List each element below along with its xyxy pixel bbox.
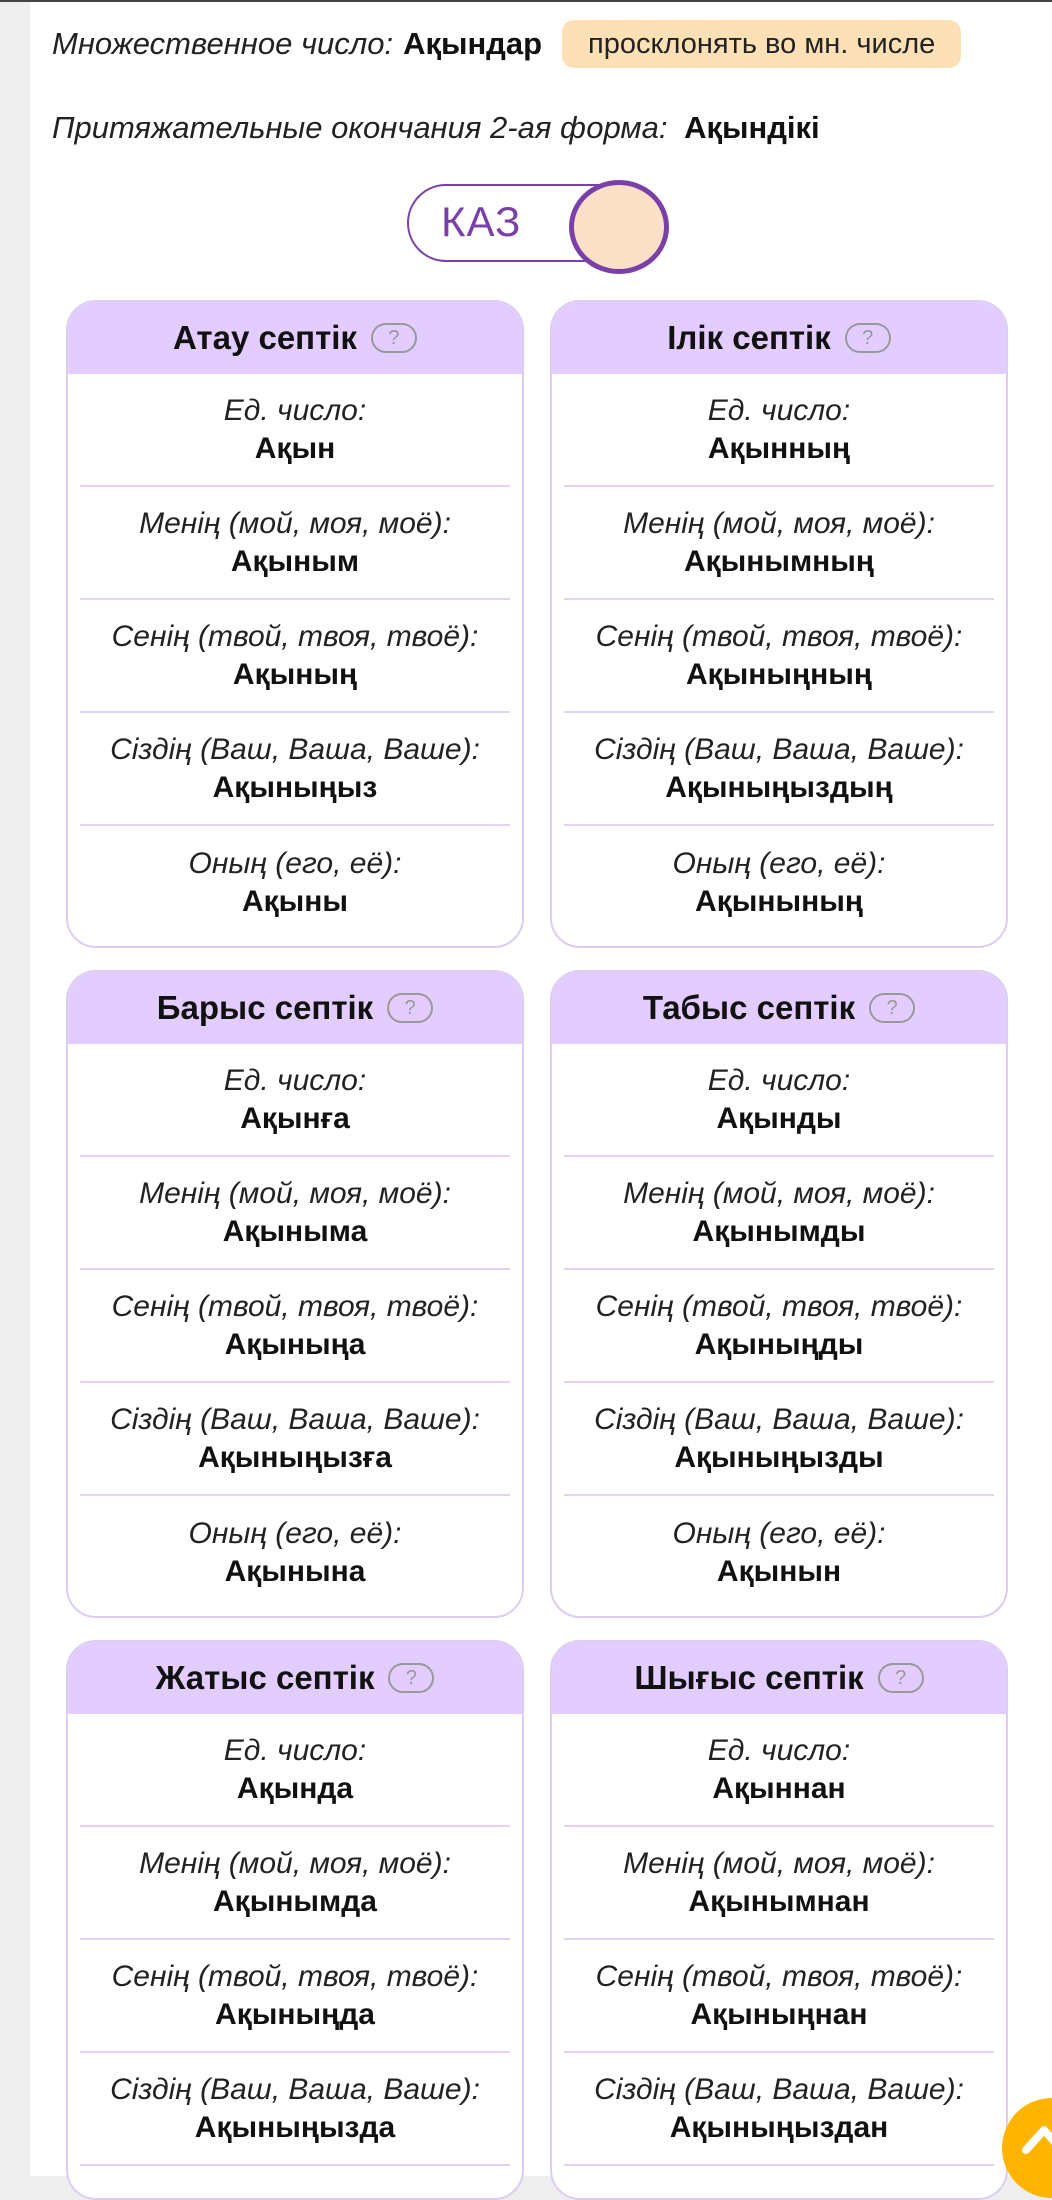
row-label: Сіздің (Ваш, Ваша, Ваше): xyxy=(594,1402,964,1436)
possessive-line xyxy=(52,110,820,146)
chevron-up-icon xyxy=(1020,2120,1052,2156)
case-row-menin xyxy=(80,487,510,600)
case-row-singular xyxy=(80,1714,510,1827)
row-value: Ақыныма xyxy=(222,1214,368,1248)
case-row-menin xyxy=(80,1157,510,1270)
case-card-ilik xyxy=(550,300,1008,948)
case-row-sizdin xyxy=(80,1383,510,1496)
row-label: Сенің (твой, твоя, твоё): xyxy=(111,1289,479,1323)
case-row-menin xyxy=(564,1157,994,1270)
case-row-menin xyxy=(564,487,994,600)
case-row-singular xyxy=(564,1714,994,1827)
case-row-onyn xyxy=(80,826,510,939)
row-label: Сіздің (Ваш, Ваша, Ваше): xyxy=(110,2072,480,2106)
row-value: Ақынның xyxy=(707,431,851,465)
row-value: Ақыныңның xyxy=(685,657,873,691)
decline-plural-button[interactable]: просклонять во мн. числе xyxy=(562,20,961,68)
row-value: Ақыным xyxy=(230,544,360,578)
row-value: Ақыныңда xyxy=(215,1997,375,2031)
row-value: Ақында xyxy=(236,1771,354,1805)
row-value: Ақынды xyxy=(716,1101,842,1135)
row-label: Ед. число: xyxy=(707,393,851,427)
row-label: Менің (мой, моя, моё): xyxy=(139,1846,451,1880)
row-value: Ақыныңыздың xyxy=(665,770,893,804)
row-label: Менің (мой, моя, моё): xyxy=(623,1176,935,1210)
case-card-zhatys xyxy=(66,1640,524,2200)
case-title: Шығыс септік xyxy=(634,1659,864,1696)
case-row-onyn xyxy=(564,1496,994,1609)
help-icon[interactable]: ? xyxy=(869,993,915,1023)
row-value: Ақыныңнан xyxy=(690,1997,868,2031)
row-value: Ақыныңызда xyxy=(194,2110,396,2144)
row-label: Менің (мой, моя, моё): xyxy=(623,1846,935,1880)
case-row-sizdin xyxy=(564,1383,994,1496)
row-label: Сенің (твой, твоя, твоё): xyxy=(595,1959,963,1993)
row-label: Сіздің (Ваш, Ваша, Ваше): xyxy=(594,2072,964,2106)
row-label: Ед. число: xyxy=(223,393,367,427)
case-row-senin xyxy=(564,600,994,713)
row-label: Сенің (твой, твоя, твоё): xyxy=(595,1289,963,1323)
plural-line xyxy=(52,20,961,68)
row-value: Ақынға xyxy=(240,1101,350,1135)
case-row-senin xyxy=(80,1270,510,1383)
row-value: Ақыныңа xyxy=(224,1327,366,1361)
row-value: Ақынына xyxy=(224,1554,366,1588)
row-value: Ақынының xyxy=(695,884,863,918)
case-card-header xyxy=(552,302,1006,374)
page-content xyxy=(30,2,1052,2176)
row-value: Ақыныңызды xyxy=(674,1440,884,1474)
case-row-menin xyxy=(564,1827,994,1940)
case-title: Жатыс септік xyxy=(155,1659,375,1696)
row-label: Оның (его, её): xyxy=(188,846,402,880)
row-label: Ед. число: xyxy=(223,1063,367,1097)
plural-value: Ақындар xyxy=(403,26,543,61)
case-card-atau xyxy=(66,300,524,948)
row-label: Ед. число: xyxy=(223,1733,367,1767)
case-card-header xyxy=(68,302,522,374)
row-label: Ед. число: xyxy=(707,1733,851,1767)
row-label: Оның (его, её): xyxy=(188,1516,402,1550)
row-value: Ақыныңыздан xyxy=(669,2110,889,2144)
case-card-tabys xyxy=(550,970,1008,1618)
help-icon[interactable]: ? xyxy=(878,1663,924,1693)
case-card-header xyxy=(552,1642,1006,1714)
case-row-sizdin xyxy=(80,2053,510,2166)
row-value: Ақынымды xyxy=(692,1214,866,1248)
row-value: Ақыныңызға xyxy=(198,1440,392,1474)
row-label: Сіздің (Ваш, Ваша, Ваше): xyxy=(110,1402,480,1436)
language-toggle[interactable] xyxy=(407,180,665,266)
case-row-sizdin xyxy=(80,713,510,826)
case-row-singular xyxy=(80,1044,510,1157)
row-label: Менің (мой, моя, моё): xyxy=(139,1176,451,1210)
row-value: Ақыннан xyxy=(712,1771,846,1805)
case-title: Табыс септік xyxy=(642,989,856,1026)
row-label: Сенің (твой, твоя, твоё): xyxy=(595,619,963,653)
case-card-header xyxy=(68,1642,522,1714)
toggle-label: КАЗ xyxy=(441,198,522,245)
plural-label: Множественное число: xyxy=(52,26,394,61)
row-value: Ақыныңды xyxy=(694,1327,864,1361)
case-row-onyn xyxy=(564,826,994,939)
case-row-sizdin xyxy=(564,2053,994,2166)
help-icon[interactable]: ? xyxy=(388,1663,434,1693)
case-row-senin xyxy=(564,1940,994,2053)
row-value: Ақынымнан xyxy=(688,1884,870,1918)
row-value: Ақыны xyxy=(241,884,349,918)
case-title: Барыс септік xyxy=(156,989,374,1026)
row-label: Сенің (твой, твоя, твоё): xyxy=(111,1959,479,1993)
case-row-singular xyxy=(564,374,994,487)
row-label: Менің (мой, моя, моё): xyxy=(623,506,935,540)
row-value: Ақынымда xyxy=(213,1884,377,1918)
help-icon[interactable]: ? xyxy=(845,323,891,353)
row-value: Ақын xyxy=(254,431,336,465)
case-row-sizdin xyxy=(564,713,994,826)
row-value: Ақыныңыз xyxy=(212,770,378,804)
case-row-singular xyxy=(564,1044,994,1157)
row-value: Ақынын xyxy=(716,1554,842,1588)
row-label: Сенің (твой, твоя, твоё): xyxy=(111,619,479,653)
help-icon[interactable]: ? xyxy=(387,993,433,1023)
help-icon[interactable]: ? xyxy=(371,323,417,353)
row-label: Сіздің (Ваш, Ваша, Ваше): xyxy=(594,732,964,766)
row-label: Ед. число: xyxy=(707,1063,851,1097)
case-card-shygys xyxy=(550,1640,1008,2200)
row-label: Оның (его, её): xyxy=(672,846,886,880)
case-row-senin xyxy=(80,1940,510,2053)
case-title: Ілік септік xyxy=(667,319,831,356)
toggle-knob[interactable] xyxy=(569,180,669,274)
case-card-header xyxy=(552,972,1006,1044)
case-title: Атау септік xyxy=(173,319,357,356)
row-value: Ақының xyxy=(232,657,358,691)
case-row-onyn xyxy=(80,1496,510,1609)
case-card-header xyxy=(68,972,522,1044)
possessive-value: Ақындікі xyxy=(684,110,820,145)
row-value: Ақынымның xyxy=(683,544,875,578)
case-row-menin xyxy=(80,1827,510,1940)
case-row-singular xyxy=(80,374,510,487)
row-label: Менің (мой, моя, моё): xyxy=(139,506,451,540)
possessive-label: Притяжательные окончания 2-ая форма: xyxy=(52,110,668,145)
case-row-senin xyxy=(80,600,510,713)
row-label: Оның (его, её): xyxy=(672,1516,886,1550)
case-card-barys xyxy=(66,970,524,1618)
row-label: Сіздің (Ваш, Ваша, Ваше): xyxy=(110,732,480,766)
case-row-senin xyxy=(564,1270,994,1383)
